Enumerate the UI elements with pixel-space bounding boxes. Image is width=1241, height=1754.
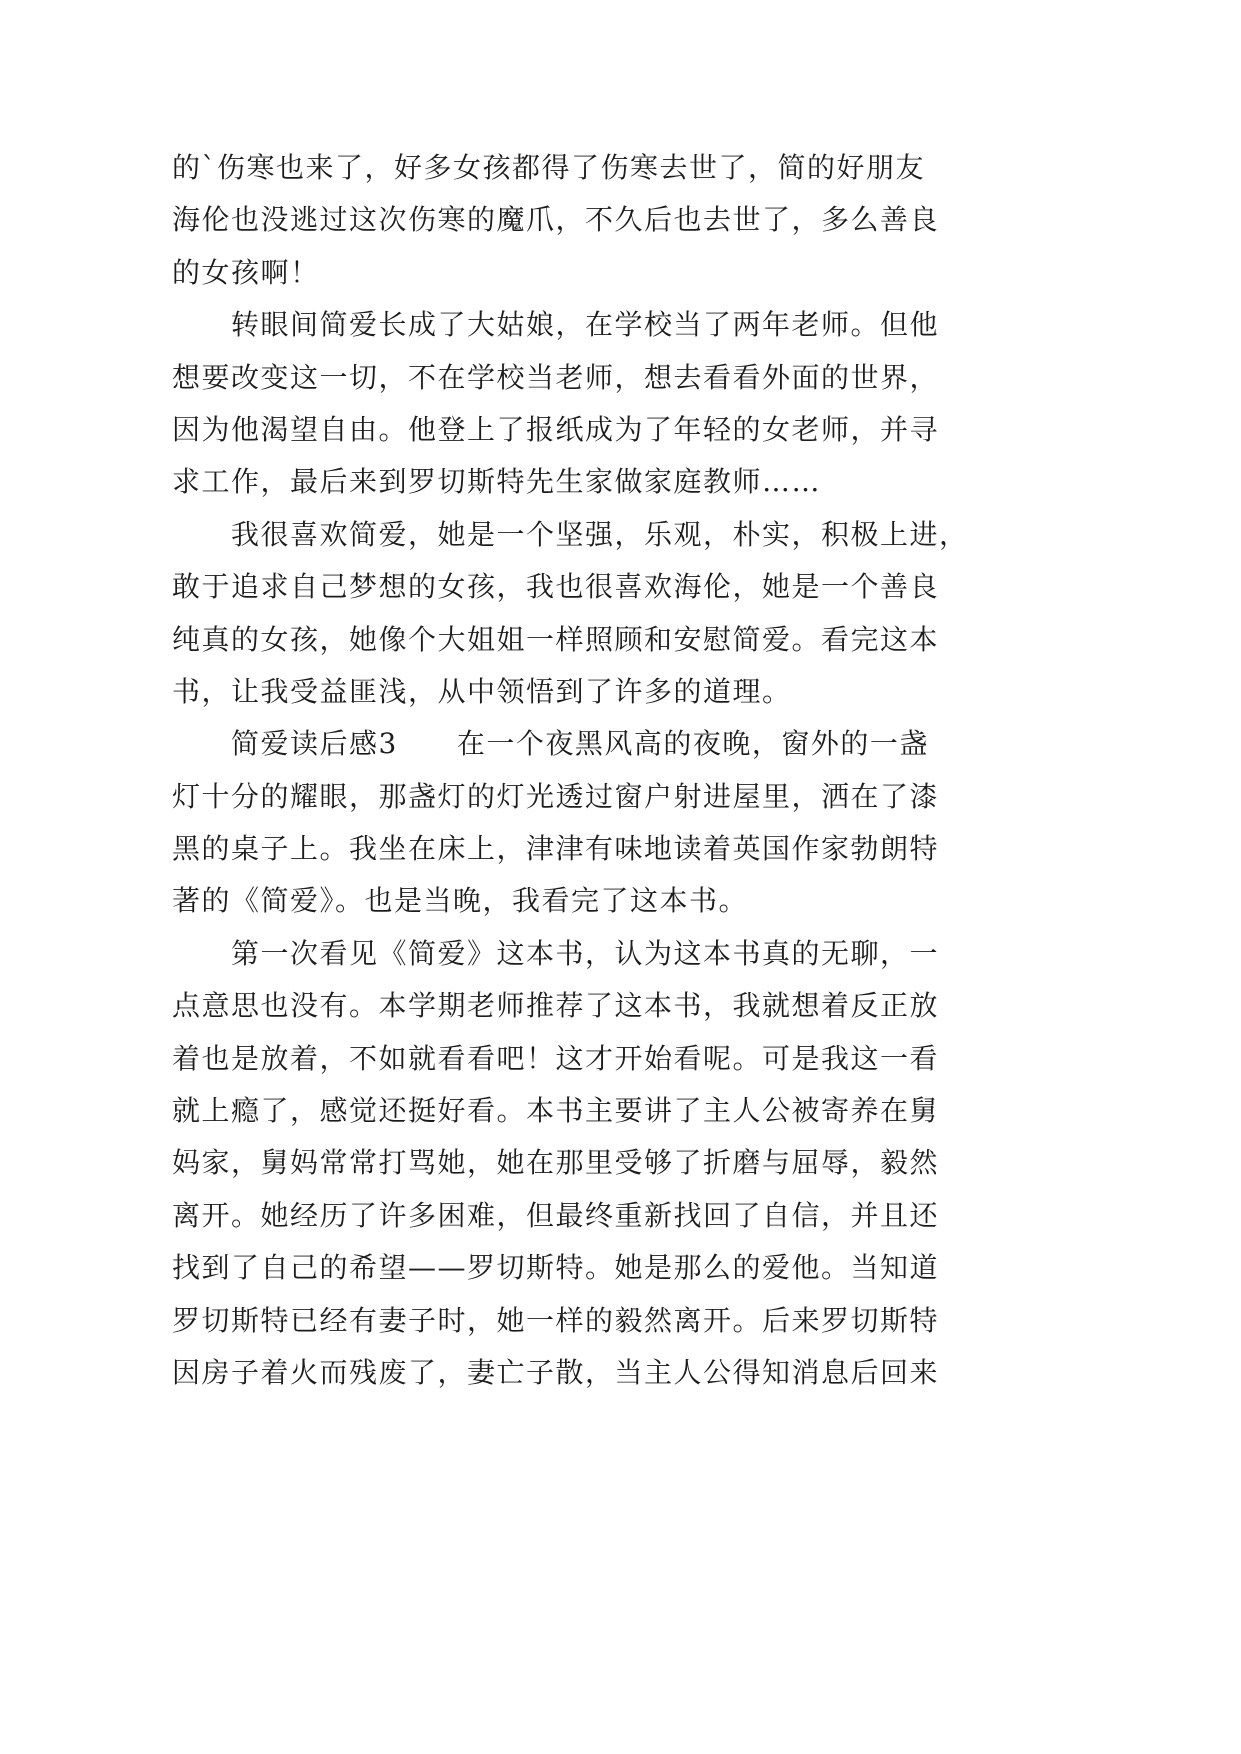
text-line: 的女孩啊！ (172, 255, 320, 289)
text-line: 的`伤寒也来了，好多女孩都得了伤寒去世了，简的好朋友 (172, 151, 926, 184)
text-line: 罗切斯特已经有妻子时，她一样的毅然离开。后来罗切斯特 (172, 1303, 940, 1337)
text-line: 灯十分的耀眼，那盏灯的灯光透过窗户射进屋里，洒在了漆 (172, 779, 940, 813)
text-line: 敢于追求自己梦想的女孩，我也很喜欢海伦，她是一个善良 (172, 570, 940, 604)
paragraph (172, 299, 1241, 509)
text-line: 因房子着火而残废了，妻亡子散，当主人公得知消息后回来 (172, 1355, 940, 1389)
text-line: 求工作，最后来到罗切斯特先生家做家庭教师…… (172, 465, 822, 499)
text-line: 黑的桌子上。我坐在床上，津津有味地读着英国作家勃朗特 (172, 832, 940, 866)
text-line: 点意思也没有。本学期老师推荐了这本书，我就想着反正放 (172, 989, 940, 1023)
paragraph (172, 509, 1241, 719)
text-line: 转眼间简爱长成了大姑娘，在学校当了两年老师。但他 (231, 308, 940, 342)
text-line: 书，让我受益匪浅，从中领悟到了许多的道理。 (172, 674, 792, 708)
text-line: 就上瘾了，感觉还挺好看。本书主要讲了主人公被寄养在舅 (172, 1094, 940, 1128)
text-line: 海伦也没逃过这次伤寒的魔爪，不久后也去世了，多么善良 (172, 203, 940, 237)
text-line: 找到了自己的希望——罗切斯特。她是那么的爱他。当知道 (172, 1251, 940, 1285)
text-line: 著的《简爱》。也是当晚，我看完了这本书。 (172, 884, 749, 918)
paragraph (172, 718, 1241, 928)
text-line: 简爱读后感3 在一个夜黑风高的夜晚，窗外的一盏 (231, 727, 929, 761)
paragraph (172, 928, 1241, 1400)
text-line: 想要改变这一切，不在学校当老师，想去看看外面的世界， (172, 360, 940, 394)
text-line: 因为他渴望自由。他登上了报纸成为了年轻的女老师，并寻 (172, 412, 940, 446)
text-line: 着也是放着，不如就看看吧！这才开始看呢。可是我这一看 (172, 1041, 940, 1075)
paragraph (172, 142, 1241, 299)
text-line: 我很喜欢简爱，她是一个坚强，乐观，朴实，积极上进， (231, 517, 969, 551)
text-line: 纯真的女孩，她像个大姐姐一样照顾和安慰简爱。看完这本 (172, 622, 940, 656)
text-line: 离开。她经历了许多困难，但最终重新找回了自信，并且还 (172, 1198, 940, 1232)
text-line: 妈家，舅妈常常打骂她，她在那里受够了折磨与屈辱，毅然 (172, 1146, 940, 1180)
text-line: 第一次看见《简爱》这本书，认为这本书真的无聊，一 (231, 936, 940, 970)
